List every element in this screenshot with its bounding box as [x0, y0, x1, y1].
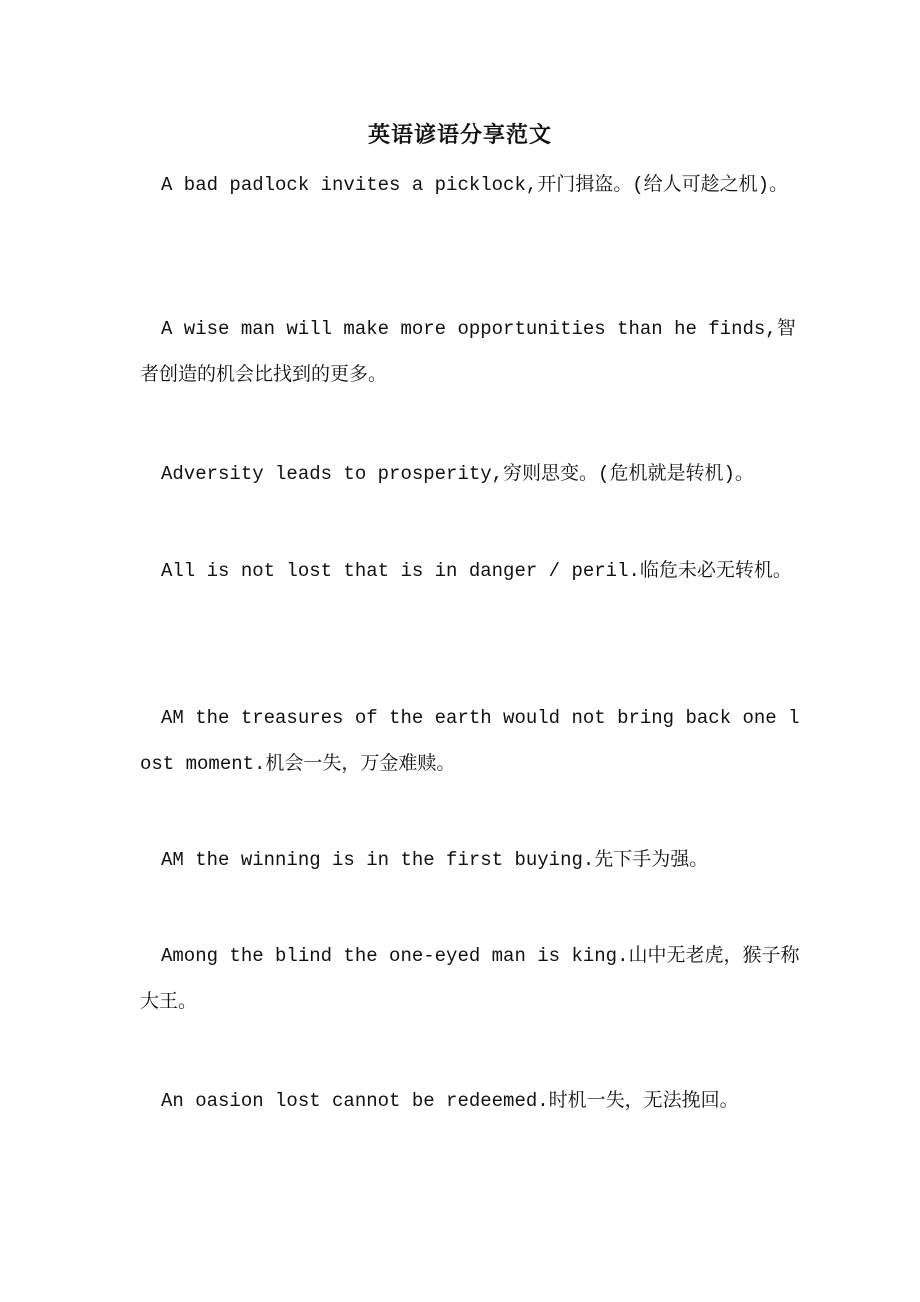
proverb-paragraph-8: An oasion lost cannot be redeemed.时机一失，无法挽回。: [161, 1090, 739, 1112]
proverb-paragraph-6: AM the winning is in the first buying.先下手为强。: [161, 849, 709, 871]
proverb-paragraph-7: Among the blind the one-eyed man is king.山中无老虎，猴子称大王。: [140, 945, 800, 1013]
document-title: 英语谚语分享范文: [367, 122, 552, 148]
proverb-paragraph-2: A wise man will make more opportunities than he finds,智者创造的机会比找到的更多。: [140, 318, 796, 386]
proverb-paragraph-5: AM the treasures of the earth would not bring back one lost moment.机会一失，万金难赎。: [140, 707, 800, 775]
proverb-paragraph-3: Adversity leads to prosperity,穷则思变。(危机就是转机)。: [161, 463, 754, 485]
proverb-paragraph-1: A bad padlock invites a picklock,开门揖盗。(给人可趁之机)。: [161, 174, 789, 196]
proverb-paragraph-4: All is not lost that is in danger / peril.临危未必无转机。: [161, 560, 792, 582]
